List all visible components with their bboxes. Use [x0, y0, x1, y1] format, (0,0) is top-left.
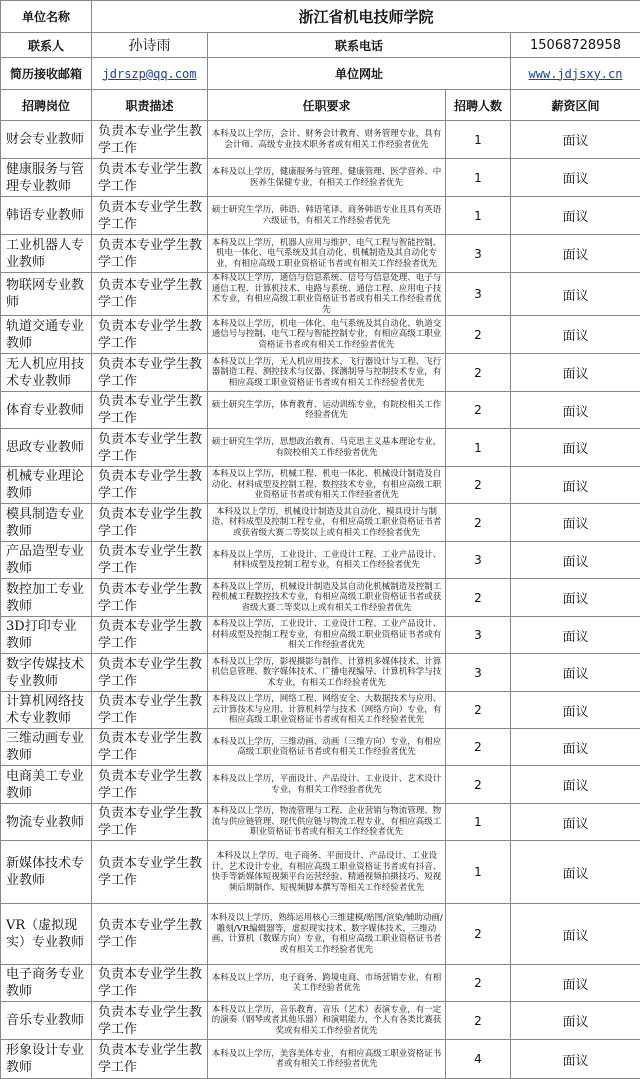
- count-cell: 4: [446, 1040, 511, 1079]
- position-cell: 轨道交通专业教师: [1, 316, 92, 354]
- column-header-row: [1, 90, 640, 121]
- position-cell: 健康服务与管理专业教师: [1, 159, 92, 197]
- count-cell: 2: [446, 965, 511, 1002]
- duty-cell: 负责本专业学生教学工作: [92, 841, 208, 904]
- salary-cell: 面议: [511, 904, 640, 965]
- table-row: [1, 579, 640, 617]
- table-row: [1, 273, 640, 316]
- phone-label: 联系电话: [208, 33, 511, 58]
- requirement-cell: 硕士研究生学历，韩语、韩语笔译、商务韩语专业且具有英语六级证书，有相关工作经验者优先: [208, 197, 446, 235]
- contact-row: [1, 33, 640, 58]
- duty-cell: 负责本专业学生教学工作: [92, 504, 208, 542]
- unit-name: 浙江省机电技师学院: [92, 1, 640, 33]
- position-cell: 音乐专业教师: [1, 1002, 92, 1040]
- duty-cell: 负责本专业学生教学工作: [92, 235, 208, 273]
- salary-cell: 面议: [511, 766, 640, 804]
- table-row: [1, 692, 640, 729]
- duty-cell: 负责本专业学生教学工作: [92, 904, 208, 965]
- count-cell: 3: [446, 273, 511, 316]
- duty-cell: 负责本专业学生教学工作: [92, 965, 208, 1002]
- requirement-cell: 本科及以上学历，三维动画、动画（三维方向）专业，有相应高级工职业资格证书者或有相关工作经验者优先: [208, 729, 446, 766]
- count-cell: 1: [446, 804, 511, 841]
- requirement-cell: 本科及以上学历，熟练运用核心三维建模/贴图/渲染/辅助动画/雕刻/VR编辑器等，虚拟现实技术、数字媒体技术、三维动画、计算机（数媒方向）专业，有相应高级工职业资格证书者或有相关工作经验者优先: [208, 904, 446, 965]
- count-cell: 2: [446, 316, 511, 354]
- duty-cell: 负责本专业学生教学工作: [92, 429, 208, 467]
- position-cell: 电子商务专业教师: [1, 965, 92, 1002]
- requirement-cell: 硕士研究生学历，体育教育、运动训练专业，有院校相关工作经验者优先: [208, 392, 446, 429]
- table-row: [1, 316, 640, 354]
- position-cell: 三维动画专业教师: [1, 729, 92, 766]
- salary-cell: 面议: [511, 542, 640, 579]
- table-row: [1, 542, 640, 579]
- unit-name-row: [1, 1, 640, 33]
- duty-cell: 负责本专业学生教学工作: [92, 197, 208, 235]
- salary-cell: 面议: [511, 235, 640, 273]
- table-row: [1, 617, 640, 654]
- email-link[interactable]: jdrszp@qq.com: [92, 58, 208, 90]
- duty-cell: 负责本专业学生教学工作: [92, 729, 208, 766]
- table-row: [1, 354, 640, 392]
- requirement-cell: 本科及以上学历，通信与信息系统、信号与信息处理、电子与通信工程、计算机技术、电路与系统、通信工程、应用电子技术专业，有相应高级工职业资格证书者或有相关工作经验者优先: [208, 273, 446, 316]
- table-row: [1, 429, 640, 467]
- position-cell: 体育专业教师: [1, 392, 92, 429]
- unit-name-label: 单位名称: [1, 1, 92, 33]
- requirement-cell: 本科及以上学历，机械工程、机电一体化、机械设计制造及自动化、材料成型及控制工程、数控技术专业，有相应高级工职业资格证书者或有相关工作经验者优先: [208, 467, 446, 504]
- salary-cell: 面议: [511, 1002, 640, 1040]
- table-row: [1, 804, 640, 841]
- count-cell: 3: [446, 235, 511, 273]
- position-cell: 无人机应用技术专业教师: [1, 354, 92, 392]
- requirement-cell: 本科及以上学历，电子商务、跨境电商、市场营销专业，有相关工作经验者优先: [208, 965, 446, 1002]
- position-cell: 计算机网络技术专业教师: [1, 692, 92, 729]
- table-row: [1, 197, 640, 235]
- duty-cell: 负责本专业学生教学工作: [92, 1040, 208, 1079]
- salary-cell: 面议: [511, 392, 640, 429]
- table-row: [1, 504, 640, 542]
- duty-cell: 负责本专业学生教学工作: [92, 1002, 208, 1040]
- salary-cell: 面议: [511, 617, 640, 654]
- duty-cell: 负责本专业学生教学工作: [92, 579, 208, 617]
- requirement-cell: 本科及以上学历，物流管理与工程、企业营销与物流管理、物流与供应链管理、现代供应链与物流工程专业，有相应高级工职业资格证书者或有相关工作经验者优先: [208, 804, 446, 841]
- duty-cell: 负责本专业学生教学工作: [92, 542, 208, 579]
- table-row: [1, 654, 640, 692]
- duty-cell: 负责本专业学生教学工作: [92, 121, 208, 159]
- duty-cell: 负责本专业学生教学工作: [92, 804, 208, 841]
- table-row: [1, 904, 640, 965]
- count-cell: 2: [446, 692, 511, 729]
- duty-cell: 负责本专业学生教学工作: [92, 467, 208, 504]
- count-cell: 1: [446, 197, 511, 235]
- position-cell: 思政专业教师: [1, 429, 92, 467]
- count-cell: 1: [446, 159, 511, 197]
- requirement-cell: 本科及以上学历，机电一体化、电气系统及其自动化、轨道交通信号与控制、电气工程与智能控制专业，有相应高级工职业资格证书者或有相关工作经验者优先: [208, 316, 446, 354]
- table-row: [1, 121, 640, 159]
- requirement-cell: 本科及以上学历，电子商务、平面设计、产品设计、工业设计、艺术设计专业，有相应高级工职业资格证书者或有抖音、快手等新媒体短视频平台运营经验、精通视频拍摄技巧、短视频后期制作、短视频脚本撰写等相关工作经验者优先: [208, 841, 446, 904]
- count-cell: 3: [446, 542, 511, 579]
- requirement-cell: 本科及以上学历，机械设计制造及其自动化、模具设计与制造、材料成型及控制工程专业，有相应高级工职业资格证书者或获省级大赛二等奖以上或有相关工作经验者优先: [208, 504, 446, 542]
- requirement-cell: 本科及以上学历，健康服务与管理、健康管理、医学营养、中医养生保健专业，有相关工作经验者优先: [208, 159, 446, 197]
- duty-cell: 负责本专业学生教学工作: [92, 766, 208, 804]
- email-row: [1, 58, 640, 90]
- position-cell: 电商美工专业教师: [1, 766, 92, 804]
- duty-cell: 负责本专业学生教学工作: [92, 392, 208, 429]
- salary-cell: 面议: [511, 354, 640, 392]
- col-count: 招聘人数: [446, 90, 511, 121]
- count-cell: 2: [446, 579, 511, 617]
- duty-cell: 负责本专业学生教学工作: [92, 654, 208, 692]
- duty-cell: 负责本专业学生教学工作: [92, 692, 208, 729]
- col-salary: 薪资区间: [511, 90, 640, 121]
- requirement-cell: 本科及以上学历，美容美体专业，有相应高级工职业资格证书者或有相关工作经验者优先: [208, 1040, 446, 1079]
- salary-cell: 面议: [511, 841, 640, 904]
- phone-value: 15068728958: [511, 33, 640, 58]
- salary-cell: 面议: [511, 654, 640, 692]
- count-cell: 2: [446, 904, 511, 965]
- position-cell: 机械专业理论教师: [1, 467, 92, 504]
- col-position: 招聘岗位: [1, 90, 92, 121]
- table-row: [1, 1002, 640, 1040]
- table-row: [1, 159, 640, 197]
- requirement-cell: 本科及以上学历，机械设计制造及其自动化机械制造及控制工程机械工程数控技术专业，有相应高级工职业资格证书者或获省级大赛二等奖以上或有相关工作经验者优先: [208, 579, 446, 617]
- requirement-cell: 本科及以上学历，网络工程、网络安全、大数据技术与应用、云计算技术与应用、计算机科学与技术（网络方向）专业，有相应高级工职业资格证书者或有相关工作经验者优先: [208, 692, 446, 729]
- count-cell: 2: [446, 467, 511, 504]
- salary-cell: 面议: [511, 692, 640, 729]
- position-cell: 3D打印专业教师: [1, 617, 92, 654]
- salary-cell: 面议: [511, 429, 640, 467]
- position-cell: 物流专业教师: [1, 804, 92, 841]
- salary-cell: 面议: [511, 121, 640, 159]
- duty-cell: 负责本专业学生教学工作: [92, 354, 208, 392]
- table-row: [1, 392, 640, 429]
- position-cell: 新媒体技术专业教师: [1, 841, 92, 904]
- position-cell: 物联网专业教师: [1, 273, 92, 316]
- requirement-cell: 硕士研究生学历，思想政治教育、马克思主义基本理论专业，有院校相关工作经验者优先: [208, 429, 446, 467]
- count-cell: 3: [446, 654, 511, 692]
- duty-cell: 负责本专业学生教学工作: [92, 273, 208, 316]
- salary-cell: 面议: [511, 504, 640, 542]
- table-row: [1, 841, 640, 904]
- count-cell: 2: [446, 729, 511, 766]
- count-cell: 2: [446, 766, 511, 804]
- email-label: 简历接收邮箱: [1, 58, 92, 90]
- count-cell: 3: [446, 617, 511, 654]
- count-cell: 1: [446, 429, 511, 467]
- count-cell: 2: [446, 392, 511, 429]
- count-cell: 2: [446, 1002, 511, 1040]
- duty-cell: 负责本专业学生教学工作: [92, 159, 208, 197]
- count-cell: 1: [446, 841, 511, 904]
- salary-cell: 面议: [511, 273, 640, 316]
- requirement-cell: 本科及以上学历，平面设计、产品设计、工业设计、艺术设计专业，有相关工作经验者优先: [208, 766, 446, 804]
- requirement-cell: 本科及以上学历，工业设计、工业设计工程、工业产品设计、材料成型及控制工程专业，有相关工作经验者优先: [208, 542, 446, 579]
- table-row: [1, 766, 640, 804]
- table-row: [1, 1040, 640, 1079]
- website-label: 单位网址: [208, 58, 511, 90]
- count-cell: 1: [446, 121, 511, 159]
- table-row: [1, 467, 640, 504]
- position-cell: 模具制造专业教师: [1, 504, 92, 542]
- requirement-cell: 本科及以上学历，影视摄影与制作、计算机多媒体技术、计算机信息管理、数字媒体技术、广播电视编导、计算机科学与技术专业，有相关工作经验者优先: [208, 654, 446, 692]
- count-cell: 2: [446, 504, 511, 542]
- table-row: [1, 965, 640, 1002]
- salary-cell: 面议: [511, 965, 640, 1002]
- contact-value: 孙诗雨: [92, 33, 208, 58]
- col-duty: 职责描述: [92, 90, 208, 121]
- salary-cell: 面议: [511, 467, 640, 504]
- position-cell: 数字传媒技术专业教师: [1, 654, 92, 692]
- count-cell: 2: [446, 354, 511, 392]
- requirement-cell: 本科及以上学历，机器人应用与维护、电气工程与智能控制、机电一体化、电气系统及其自动化、机械制造及其自动化专业，有相应高级工职业资格证书者或有相关工作经验者优先: [208, 235, 446, 273]
- table-row: [1, 235, 640, 273]
- position-cell: 产品造型专业教师: [1, 542, 92, 579]
- salary-cell: 面议: [511, 729, 640, 766]
- table-row: [1, 729, 640, 766]
- salary-cell: 面议: [511, 197, 640, 235]
- requirement-cell: 本科及以上学历，会计、财务会计教育、财务管理专业，具有会计师、高级专业技术职务者或有相关工作经验者优先: [208, 121, 446, 159]
- salary-cell: 面议: [511, 579, 640, 617]
- website-link[interactable]: www.jdjsxy.cn: [511, 58, 640, 90]
- contact-label: 联系人: [1, 33, 92, 58]
- salary-cell: 面议: [511, 159, 640, 197]
- col-requirement: 任职要求: [208, 90, 446, 121]
- requirement-cell: 本科及以上学历，工业设计、工业设计工程、工业产品设计、材料成型及控制工程专业，有相应高级工职业资格证书者或有相关工作经验者优先: [208, 617, 446, 654]
- position-cell: 数控加工专业教师: [1, 579, 92, 617]
- position-cell: VR（虚拟现实）专业教师: [1, 904, 92, 965]
- salary-cell: 面议: [511, 1040, 640, 1079]
- duty-cell: 负责本专业学生教学工作: [92, 316, 208, 354]
- position-cell: 工业机器人专业教师: [1, 235, 92, 273]
- position-cell: 韩语专业教师: [1, 197, 92, 235]
- requirement-cell: 本科及以上学历，无人机应用技术、飞行器设计与工程、飞行器制造工程、测控技术与仪器、探测制导与控制技术专业，有相应高级工职业资格证书者或有相关工作经验者优先: [208, 354, 446, 392]
- salary-cell: 面议: [511, 316, 640, 354]
- duty-cell: 负责本专业学生教学工作: [92, 617, 208, 654]
- salary-cell: 面议: [511, 804, 640, 841]
- position-cell: 财会专业教师: [1, 121, 92, 159]
- requirement-cell: 本科及以上学历，音乐教育、音乐（艺术）表演专业，有一定的演奏（钢琴或者其他乐器）和演唱能力，个人有各类比赛获奖或有相关工作经验者优先: [208, 1002, 446, 1040]
- position-cell: 形象设计专业教师: [1, 1040, 92, 1079]
